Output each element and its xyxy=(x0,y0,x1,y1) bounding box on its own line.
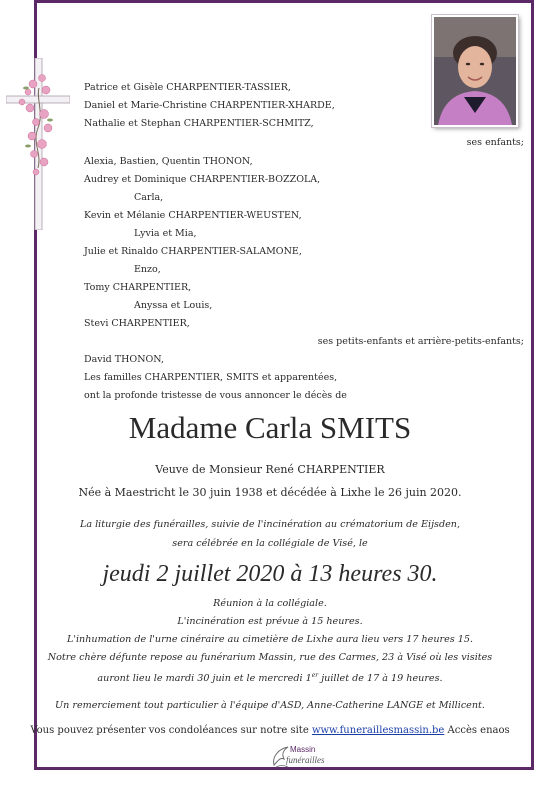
family-line: Nathalie et Stephan CHARPENTIER-SCHMITZ, xyxy=(84,118,314,129)
family-line: Kevin et Mélanie CHARPENTIER-WEUSTEN, xyxy=(84,210,302,221)
ceremony-line: La liturgie des funérailles, suivie de l'incinération au crématorium de Eijsden, xyxy=(79,519,461,530)
logo-subtitle: funérailles xyxy=(286,755,325,765)
visits-superscript: er xyxy=(311,672,319,679)
announcement-line: ont la profonde tristesse de vous annoncer le décès de xyxy=(84,390,347,401)
deceased-name: Madame Carla SMITS xyxy=(128,410,412,445)
condolences-text: Vous pouvez présenter vos condoléances sur notre site xyxy=(30,725,312,736)
family-line: Tomy CHARPENTIER, xyxy=(84,282,192,293)
family-line: Lyvia et Mia, xyxy=(134,228,197,239)
family-line: Audrey et Dominique CHARPENTIER-BOZZOLA, xyxy=(84,174,321,185)
detail-line: L'incinération est prévue à 15 heures. xyxy=(177,616,363,627)
family-line: Les familles CHARPENTIER, SMITS et apparentées, xyxy=(84,372,338,383)
ceremony-date: jeudi 2 juillet 2020 à 13 heures 30. xyxy=(102,561,438,587)
family-line: Enzo, xyxy=(134,264,161,275)
blossom-cross-icon xyxy=(6,58,70,230)
condolences-link[interactable]: www.funeraillesmassin.be xyxy=(311,725,445,736)
detail-line: L'inhumation de l'urne cinéraire au cimetière de Lixhe aura lieu vers 17 heures 15. xyxy=(66,634,474,645)
portrait-photo xyxy=(432,15,518,127)
visits-line xyxy=(0,669,540,685)
visits-text-after: juillet de 17 à 19 heures. xyxy=(318,673,443,685)
birth-death-line: Née à Maestricht le 30 juin 1938 et décédée à Lixhe le 26 juin 2020. xyxy=(78,486,462,499)
detail-line: Notre chère défunte repose au funérarium Massin, rue des Carmes, 23 à Visé où les visites xyxy=(47,652,493,663)
family-line: David THONON, xyxy=(84,354,165,365)
detail-line: Réunion à la collégiale. xyxy=(213,598,327,609)
grandchildren-label: ses petits-enfants et arrière-petits-enfants; xyxy=(317,336,524,347)
family-line: Anyssa et Louis, xyxy=(134,300,213,311)
family-line: Daniel et Marie-Christine CHARPENTIER-XHARDE, xyxy=(84,100,335,111)
family-line: Stevi CHARPENTIER, xyxy=(84,318,190,329)
condolences-line xyxy=(0,724,540,738)
family-line: Alexia, Bastien, Quentin THONON, xyxy=(84,156,253,167)
family-line: Patrice et Gisèle CHARPENTIER-TASSIER, xyxy=(84,82,291,93)
children-label: ses enfants; xyxy=(466,137,524,148)
ceremony-line: sera célébrée en la collégiale de Visé, le xyxy=(172,538,368,549)
family-line: Carla, xyxy=(134,192,164,203)
condolences-access: Accès enaos xyxy=(444,725,510,736)
visits-text-before: auront lieu le mardi 30 juin et le mercredi 1 xyxy=(97,673,312,685)
widow-of: Veuve de Monsieur René CHARPENTIER xyxy=(155,463,385,476)
family-line: Julie et Rinaldo CHARPENTIER-SALAMONE, xyxy=(84,246,302,257)
thanks-line: Un remerciement tout particulier à l'équipe d'ASD, Anne-Catherine LANGE et Millicent. xyxy=(55,700,485,711)
logo-name: Massin xyxy=(290,745,316,754)
massin-logo xyxy=(270,743,330,773)
